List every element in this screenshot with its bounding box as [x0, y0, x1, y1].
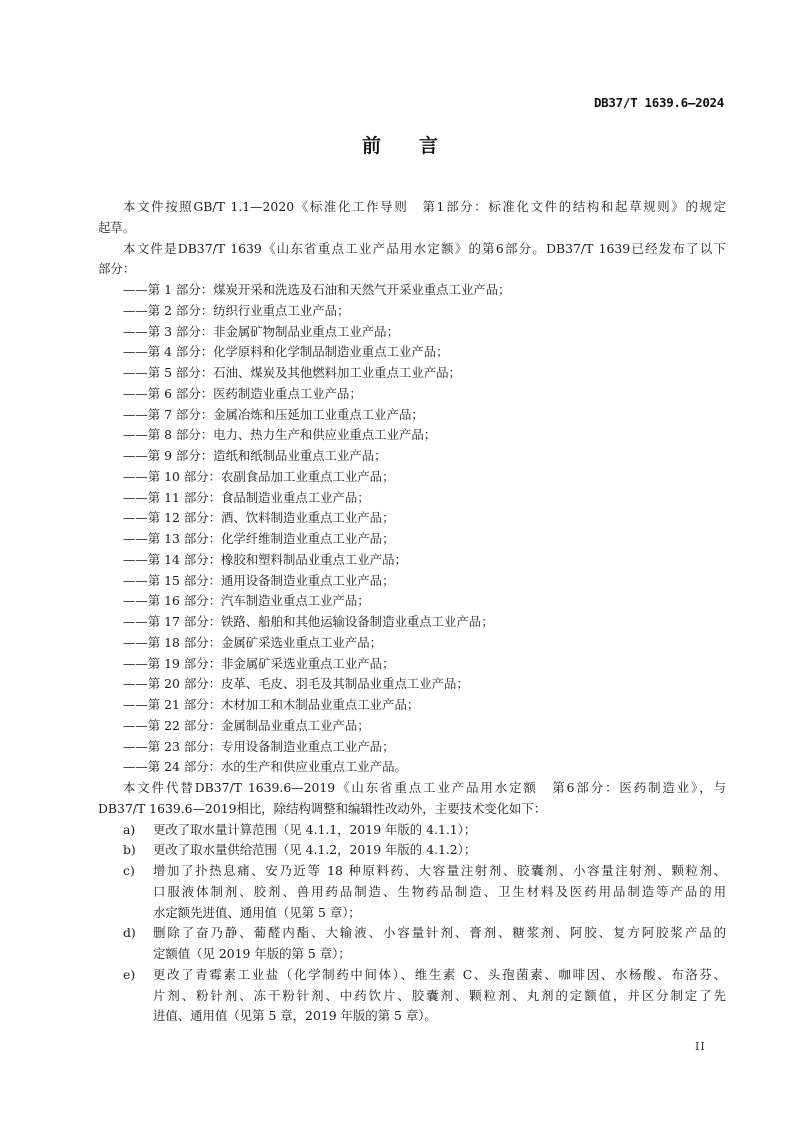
- parts-list-item: ——第 20 部分：皮革、毛皮、羽毛及其制品业重点工业产品；: [123, 676, 469, 692]
- parts-list-item: ——第 2 部分：纺织行业重点工业产品；: [123, 302, 350, 318]
- parts-list: [98, 280, 726, 778]
- parts-list-item: ——第 9 部分：造纸和纸制品业重点工业产品；: [123, 448, 387, 463]
- paragraph-line: 本文件是DB37/T 1639《山东省重点工业产品用水定额》的第6部分。DB37/T 1639已经发布了以下: [123, 240, 726, 256]
- change-line: 更改了取水量供给范围（见 4.1.2，2019 年版的 4.1.2）；: [153, 842, 477, 858]
- title-char-1: 前: [361, 135, 381, 157]
- parts-list-item: ——第 15 部分：通用设备制造业重点工业产品；: [123, 572, 395, 588]
- list-marker: a): [123, 821, 136, 837]
- parts-list-item: ——第 12 部分：酒、饮料制造业重点工业产品；: [123, 510, 395, 526]
- parts-list-item: ——第 24 部分：水的生产和供应业重点工业产品。: [123, 759, 407, 775]
- parts-list-item: ——第 7 部分：金属冶炼和压延加工业重点工业产品；: [123, 406, 424, 422]
- change-line: 删除了奋乃静、葡醛内酯、大输液、小容量针剂、膏剂、糖浆剂、阿胶、复方阿胶浆产品的: [153, 925, 726, 941]
- paragraph-line: 起草。: [98, 219, 136, 235]
- list-marker: c): [123, 863, 135, 878]
- parts-list-item: ——第 6 部分：医药制造业重点工业产品；: [123, 385, 362, 401]
- parts-list-item: ——第 19 部分：非金属矿采选业重点工业产品；: [123, 655, 395, 671]
- parts-list-item: ——第 23 部分：专用设备制造业重点工业产品；: [123, 738, 395, 754]
- title-char-2: 言: [419, 135, 439, 157]
- change-line: 片剂、粉针剂、冻干粉针剂、中药饮片、胶囊剂、颗粒剂、丸剂的定额值，并区分制定了先: [153, 987, 726, 1003]
- parts-list-item: ——第 17 部分：铁路、船舶和其他运输设备制造业重点工业产品；: [123, 614, 494, 629]
- list-marker: e): [123, 966, 136, 982]
- parts-list-item: ——第 11 部分：食品制造业重点工业产品；: [123, 489, 370, 505]
- paragraph-replacement: [98, 778, 726, 820]
- paragraph-drafting-basis: [98, 197, 726, 239]
- change-line: 口服液体制剂、胶剂、兽用药品制造、生物药品制造、卫生材料及医药用品制造等产品的用: [153, 883, 726, 899]
- parts-list-item: ——第 3 部分：非金属矿物制品业重点工业产品；: [123, 323, 399, 339]
- paragraph-line: 本文件按照GB/T 1.1—2020《标准化工作导则 第1部分：标准化文件的结构和起草规则》的规定: [123, 199, 726, 214]
- change-line: 水定额先进值、通用值（见第 5 章）；: [153, 904, 361, 920]
- parts-list-item: ——第 16 部分：汽车制造业重点工业产品；: [123, 593, 370, 609]
- change-line: 定额值（见 2019 年版的第 5 章）；: [153, 946, 351, 961]
- list-marker: d): [123, 925, 136, 941]
- paragraph-line: 本文件代替DB37/T 1639.6—2019《山东省重点工业产品用水定额 第6部分：医药制造业》，与: [123, 780, 726, 795]
- paragraph-line: DB37/T 1639.6—2019相比，除结构调整和编辑性改动外，主要技术变化如下：: [98, 800, 547, 816]
- parts-list-item: ——第 13 部分：化学纤维制造业重点工业产品；: [123, 531, 395, 546]
- page-number: II: [695, 1040, 706, 1053]
- parts-list-item: ——第 21 部分：木材加工和木制品业重点工业产品；: [123, 697, 420, 712]
- change-item-c: [98, 861, 726, 923]
- change-line: 进值、通用值（见第 5 章，2019 年版的第 5 章）。: [153, 1008, 437, 1024]
- parts-list-item: ——第 18 部分：金属矿采选业重点工业产品；: [123, 634, 383, 650]
- parts-list-item: ——第 4 部分：化学原料和化学制品制造业重点工业产品；: [123, 344, 449, 360]
- changes-list: [98, 820, 726, 1028]
- document-body: [98, 197, 726, 1027]
- change-line: 增加了扑热息痛、安乃近等 18 种原料药、大容量注射剂、胶囊剂、小容量注射剂、颗粒剂、: [153, 863, 726, 878]
- change-line: 更改了青霉素工业盐（化学制药中间体）、维生素 C、头孢菌素、咖啡因、水杨酸、布洛芬、: [153, 966, 726, 982]
- parts-list-item: ——第 22 部分：金属制品业重点工业产品；: [123, 717, 370, 733]
- list-marker: b): [123, 842, 136, 858]
- parts-list-item: ——第 5 部分：石油、煤炭及其他燃料加工业重点工业产品；: [123, 365, 461, 380]
- change-item-a: [98, 820, 726, 841]
- paragraph-line: 部分：: [98, 261, 136, 277]
- parts-list-item: ——第 14 部分：橡胶和塑料制品业重点工业产品；: [123, 551, 407, 567]
- change-item-e: [98, 965, 726, 1027]
- parts-list-item: ——第 10 部分：农副食品加工业重点工业产品；: [123, 468, 395, 484]
- paragraph-series-intro: [98, 239, 726, 281]
- change-line: 更改了取水量计算范围（见 4.1.1，2019 年版的 4.1.1）；: [153, 821, 477, 837]
- parts-list-item: ——第 8 部分：电力、热力生产和供应业重点工业产品；: [123, 427, 437, 443]
- parts-list-item: ——第 1 部分：煤炭开采和洗选及石油和天然气开采业重点工业产品；: [123, 282, 511, 297]
- page-title: [0, 131, 800, 158]
- change-item-d: [98, 923, 726, 965]
- document-code: DB37/T 1639.6—2024: [593, 95, 724, 110]
- change-item-b: [98, 840, 726, 861]
